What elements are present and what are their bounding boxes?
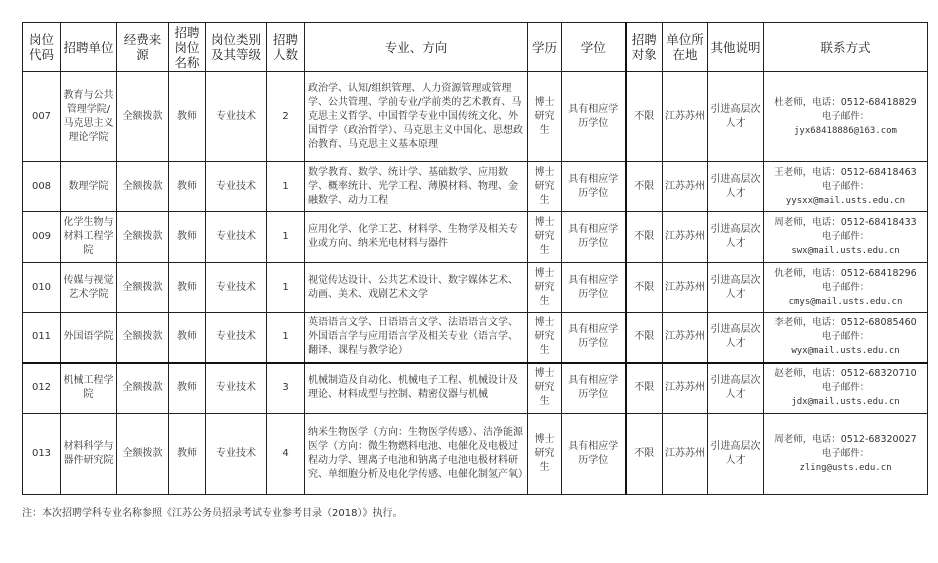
cell-funding-source: 全额拨款 <box>117 212 169 263</box>
cell-post-category: 专业技术 <box>206 414 267 495</box>
contact-email[interactable]: jdx@mail.usts.edu.cn <box>791 397 900 408</box>
table-row <box>23 162 928 212</box>
contact-email[interactable]: jyx68418886@163.com <box>794 125 897 136</box>
cell-job-code: 011 <box>23 313 61 363</box>
cell-job-code: 012 <box>23 363 61 414</box>
cell-target: 不限 <box>626 313 663 363</box>
cell-post-name: 教师 <box>169 414 206 495</box>
table-row <box>23 72 928 162</box>
cell-target: 不限 <box>626 212 663 263</box>
header-note: 其他说明 <box>708 23 764 72</box>
cell-note: 引进高层次人才 <box>708 72 764 162</box>
contact-email[interactable]: cmys@mail.usts.edu.cn <box>788 296 903 307</box>
table-row <box>23 414 928 495</box>
header-row <box>23 23 928 72</box>
cell-degree: 具有相应学历学位 <box>562 72 626 162</box>
cell-education: 博士研究生 <box>528 72 562 162</box>
cell-funding-source: 全额拨款 <box>117 162 169 212</box>
cell-unit: 外国语学院 <box>61 313 117 363</box>
cell-location: 江苏苏州 <box>663 414 708 495</box>
cell-education: 博士研究生 <box>528 414 562 495</box>
cell-post-category: 专业技术 <box>206 162 267 212</box>
contact-info: 杜老师，电话：0512-68418829 电子邮件： <box>774 96 927 122</box>
cell-contact <box>764 414 928 495</box>
cell-contact <box>764 162 928 212</box>
cell-education: 博士研究生 <box>528 363 562 414</box>
table-row <box>23 263 928 313</box>
cell-location: 江苏苏州 <box>663 162 708 212</box>
header-contact: 联系方式 <box>764 23 928 72</box>
table-row <box>23 313 928 363</box>
cell-major: 机械制造及自动化、机械电子工程、机械设计及理论、材料成型与控制、精密仪器与机械 <box>305 363 528 414</box>
cell-location: 江苏苏州 <box>663 313 708 363</box>
cell-target: 不限 <box>626 72 663 162</box>
cell-post-category: 专业技术 <box>206 313 267 363</box>
cell-degree: 具有相应学历学位 <box>562 363 626 414</box>
cell-location: 江苏苏州 <box>663 363 708 414</box>
cell-hire-count: 1 <box>267 162 305 212</box>
cell-post-name: 教师 <box>169 363 206 414</box>
cell-degree: 具有相应学历学位 <box>562 212 626 263</box>
contact-email[interactable]: yysxx@mail.usts.edu.cn <box>785 195 906 206</box>
cell-funding-source: 全额拨款 <box>117 263 169 313</box>
cell-location: 江苏苏州 <box>663 72 708 162</box>
cell-post-category: 专业技术 <box>206 263 267 313</box>
cell-unit: 数理学院 <box>61 162 117 212</box>
cell-unit: 化学生物与材料工程学院 <box>61 212 117 263</box>
header-target: 招聘对象 <box>626 23 663 72</box>
cell-target: 不限 <box>626 263 663 313</box>
header-funding: 经费来源 <box>117 23 169 72</box>
cell-unit: 传媒与视觉艺术学院 <box>61 263 117 313</box>
cell-major: 视觉传达设计、公共艺术设计、数字媒体艺术、动画、美术、戏剧艺术文学 <box>305 263 528 313</box>
cell-job-code: 013 <box>23 414 61 495</box>
cell-post-name: 教师 <box>169 162 206 212</box>
cell-contact <box>764 263 928 313</box>
cell-post-name: 教师 <box>169 313 206 363</box>
cell-target: 不限 <box>626 162 663 212</box>
cell-degree: 具有相应学历学位 <box>562 414 626 495</box>
cell-major: 数学教育、数学、统计学、基础数学、应用数学、概率统计、光学工程、薄膜材料、物理、金融数学、动力工程 <box>305 162 528 212</box>
cell-job-code: 008 <box>23 162 61 212</box>
cell-note: 引进高层次人才 <box>708 212 764 263</box>
cell-education: 博士研究生 <box>528 313 562 363</box>
cell-note: 引进高层次人才 <box>708 363 764 414</box>
cell-note: 引进高层次人才 <box>708 414 764 495</box>
cell-degree: 具有相应学历学位 <box>562 162 626 212</box>
cell-contact <box>764 363 928 414</box>
cell-contact <box>764 313 928 363</box>
cell-target: 不限 <box>626 363 663 414</box>
cell-contact <box>764 212 928 263</box>
contact-info: 赵老师，电话：0512-68320710 电子邮件： <box>774 368 927 394</box>
cell-education: 博士研究生 <box>528 212 562 263</box>
cell-unit: 材料科学与器件研究院 <box>61 414 117 495</box>
cell-degree: 具有相应学历学位 <box>562 313 626 363</box>
contact-info: 周老师，电话：0512-68418433 电子邮件： <box>774 217 927 242</box>
cell-location: 江苏苏州 <box>663 263 708 313</box>
cell-unit: 教育与公共管理学院/马克思主义理论学院 <box>61 72 117 162</box>
cell-post-category: 专业技术 <box>206 72 267 162</box>
contact-info: 周老师，电话：0512-68320027 电子邮件： <box>774 434 927 459</box>
cell-hire-count: 1 <box>267 263 305 313</box>
contact-info: 王老师，电话：0512-68418463 电子邮件： <box>774 166 927 192</box>
cell-hire-count: 1 <box>267 313 305 363</box>
cell-major: 纳米生物医学（方向：生物医学传感）、洁净能源医学（方向：微生物燃料电池、电催化及电极过程动力学、锂离子电池和钠离子电池电极材料研究、单细胞分析及电化学传感、电催化制氢产氧） <box>305 414 528 495</box>
header-code: 岗位代码 <box>23 23 61 72</box>
cell-major: 政治学、认知/组织管理、人力资源管理或管理学、公共管理、学前专业/学前类的艺术教育、马克思主义哲学、中国哲学专业中国传统文化、外国哲学（政治哲学）、马克思主义中国化、思想政治教育、马克思主义基本原理 <box>305 72 528 162</box>
header-category: 岗位类别及其等级 <box>206 23 267 72</box>
cell-note: 引进高层次人才 <box>708 263 764 313</box>
header-education: 学历 <box>528 23 562 72</box>
table-row <box>23 212 928 263</box>
cell-degree: 具有相应学历学位 <box>562 263 626 313</box>
cell-education: 博士研究生 <box>528 162 562 212</box>
cell-education: 博士研究生 <box>528 263 562 313</box>
cell-job-code: 007 <box>23 72 61 162</box>
cell-job-code: 010 <box>23 263 61 313</box>
header-count: 招聘人数 <box>267 23 305 72</box>
cell-post-name: 教师 <box>169 212 206 263</box>
recruitment-table <box>22 22 928 495</box>
cell-note: 引进高层次人才 <box>708 313 764 363</box>
footnote: 注：本次招聘学科专业名称参照《江苏公务员招录考试专业参考目录（2018）》执行。 <box>22 508 403 519</box>
cell-funding-source: 全额拨款 <box>117 72 169 162</box>
contact-email[interactable]: zling@usts.edu.cn <box>799 463 892 473</box>
cell-funding-source: 全额拨款 <box>117 414 169 495</box>
header-major: 专业、方向 <box>305 23 528 72</box>
cell-hire-count: 1 <box>267 212 305 263</box>
contact-info: 李老师，电话：0512-68085460 电子邮件： <box>774 317 927 343</box>
cell-target: 不限 <box>626 414 663 495</box>
table-row <box>23 363 928 414</box>
header-location: 单位所在地 <box>663 23 708 72</box>
header-unit: 招聘单位 <box>61 23 117 72</box>
header-degree: 学位 <box>562 23 626 72</box>
cell-post-name: 教师 <box>169 263 206 313</box>
contact-info: 仇老师，电话：0512-68418296 电子邮件： <box>774 267 927 293</box>
cell-hire-count: 3 <box>267 363 305 414</box>
cell-post-category: 专业技术 <box>206 363 267 414</box>
header-post: 招聘岗位名称 <box>169 23 206 72</box>
cell-hire-count: 2 <box>267 72 305 162</box>
cell-location: 江苏苏州 <box>663 212 708 263</box>
cell-funding-source: 全额拨款 <box>117 313 169 363</box>
contact-email[interactable]: wyx@mail.usts.edu.cn <box>791 346 900 357</box>
cell-note: 引进高层次人才 <box>708 162 764 212</box>
cell-funding-source: 全额拨款 <box>117 363 169 414</box>
cell-contact <box>764 72 928 162</box>
cell-unit: 机械工程学院 <box>61 363 117 414</box>
cell-job-code: 009 <box>23 212 61 263</box>
cell-post-name: 教师 <box>169 72 206 162</box>
cell-hire-count: 4 <box>267 414 305 495</box>
cell-major: 应用化学、化学工艺、材料学、生物学及相关专业或方向、纳米光电材料与器件 <box>305 212 528 263</box>
cell-post-category: 专业技术 <box>206 212 267 263</box>
contact-email[interactable]: swx@mail.usts.edu.cn <box>791 246 900 256</box>
cell-major: 英语语言文学、日语语言文学、法语语言文学、外国语言学与应用语言学及相关专业（语言学、翻译、课程与教学论） <box>305 313 528 363</box>
